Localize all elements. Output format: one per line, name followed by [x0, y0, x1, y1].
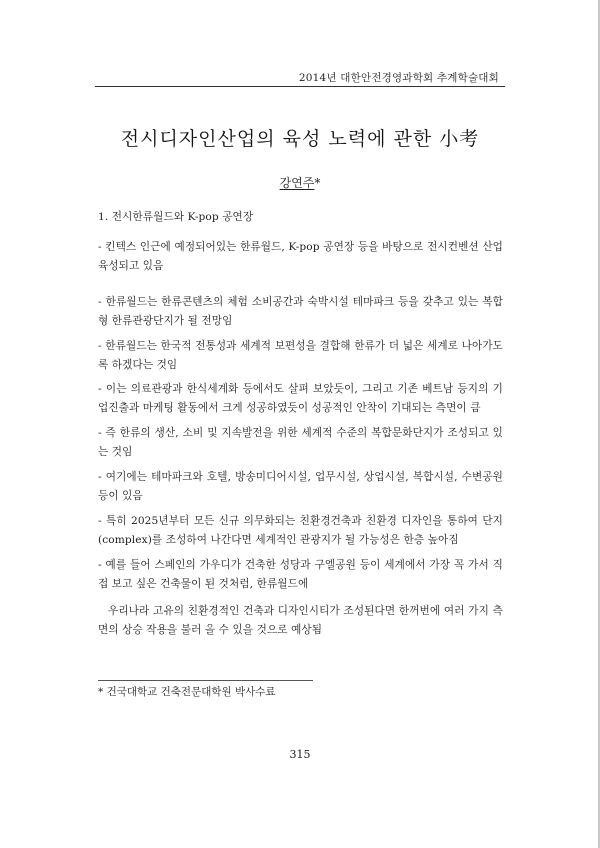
body-paragraph: - 킨텍스 인근에 예정되어있는 한류월드, K-pop 공연장 등을 바탕으로 전시컨벤션 산업 육성되고 있음: [98, 241, 503, 272]
running-header: 2014년 대한안전경영과학회 추계학술대회: [298, 72, 499, 84]
header-rule: [95, 86, 505, 87]
body-paragraph: 우리나라 고유의 친환경적인 건축과 디자인시티가 조성된다면 한꺼번에 여러 가지 측면의 상승 작용을 불러 올 수 있을 것으로 예상됨: [98, 605, 503, 636]
author-line: [0, 174, 600, 191]
footnote: * 건국대학교 건축전문대학원 박사수료: [98, 686, 276, 698]
body-paragraph: - 한류월드는 한류콘텐츠의 체험 소비공간과 숙박시설 테마파크 등을 갖추고 있는 복합형 한류관광단지가 될 전망임: [98, 296, 503, 327]
body-paragraph: - 한류월드는 한국적 전통성과 세계적 보편성을 결합해 한류가 더 넓은 세계로 나아가도록 하겠다는 것임: [98, 340, 503, 371]
body-paragraph: - 즉 한류의 생산, 소비 및 지속발전을 위한 세계적 수준의 복합문화단지가 조성되고 있는 것임: [98, 427, 503, 458]
author-name: 강연주: [279, 176, 315, 190]
page-number: 315: [289, 748, 311, 761]
body-paragraph: - 특히 2025년부터 모든 신규 의무화되는 친환경건축과 친환경 디자인을 통하여 단지(complex)를 조성하여 나간다면 세계적인 관광지가 될 가능성은 한층 높아짐: [98, 515, 503, 546]
body-paragraph: - 예를 들어 스페인의 가우디가 건축한 성당과 구엘공원 등이 세계에서 가장 꼭 가서 직접 보고 싶은 건축물이 된 것처럼, 한류월드에: [98, 559, 503, 590]
paper-title: 전시디자인산업의 육성 노력에 관한 小考: [120, 128, 480, 150]
body-paragraph: - 여기에는 테마파크와 호텔, 방송미디어시설, 업무시설, 상업시설, 복합시설, 수변공원 등이 있음: [98, 471, 503, 502]
section-heading: 1. 전시한류월드와 K-pop 공연장: [98, 211, 254, 223]
body-paragraph: - 이는 의료관광과 한식세계화 등에서도 살펴 보았듯이, 그리고 기존 베트남 등지의 기업진출과 마케팅 활동에서 크게 성공하였듯이 성공적인 안착이 기대되는 측면이 큼: [98, 383, 503, 414]
footnote-rule: [98, 680, 313, 681]
author-footnote-mark: *: [314, 176, 321, 190]
